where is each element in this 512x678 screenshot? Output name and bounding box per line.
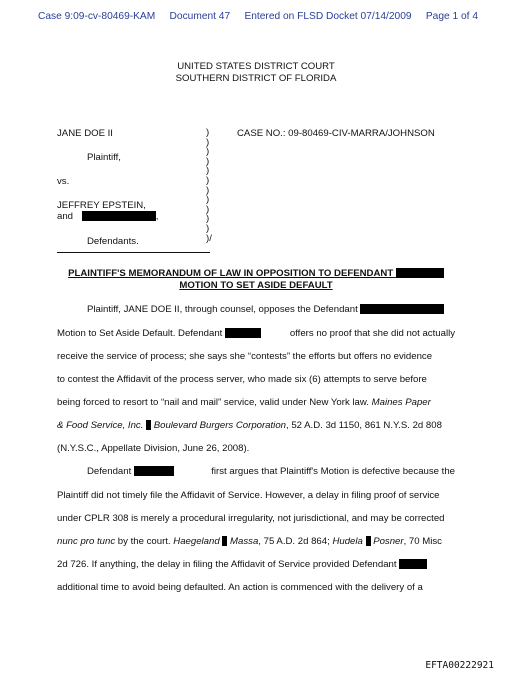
defendant-and-line bbox=[57, 211, 158, 223]
entered-date: Entered on FLSD Docket 07/14/2009 bbox=[244, 11, 412, 22]
p1-line-6: & Food Service, Inc. Boulevard Burgers Corporation, 52 A.D. 3d 1150, 861 N.Y.S. 2d 808 bbox=[57, 420, 442, 431]
p1-line-3: receive the service of process; she says she “contests” the efforts but offers no evidence bbox=[57, 351, 433, 362]
redaction bbox=[134, 466, 174, 476]
title-line-2: MOTION TO SET ASIDE DEFAULT bbox=[179, 280, 333, 291]
docket-header bbox=[38, 11, 478, 22]
plaintiff-role: Plaintiff, bbox=[87, 152, 121, 163]
p1-line-4: to contest the Affidavit of the process server, who made six (6) attempts to serve before bbox=[57, 374, 427, 385]
p2-line-4: nunc pro tunc by the court. Haegeland Massa, 75 A.D. 2d 864; Hudela Posner, 70 Misc bbox=[57, 536, 442, 547]
caption-parentheses: ) ) ) ) ) ) ) ) ) ) ) )/ bbox=[206, 127, 212, 244]
court-line-2: SOUTHERN DISTRICT OF FLORIDA bbox=[175, 73, 337, 84]
p2-line-5: 2d 726. If anything, the delay in filing the Affidavit of Service provided Defendant bbox=[57, 559, 427, 570]
p2-line-2: Plaintiff did not timely file the Affidavit of Service. However, a delay in filing proof of service bbox=[57, 490, 440, 501]
and-word: and bbox=[57, 211, 74, 222]
caption-comma: , bbox=[155, 211, 159, 222]
court-name bbox=[0, 61, 512, 85]
redaction bbox=[225, 328, 261, 338]
p1-line-2: Motion to Set Aside Default. Defendant offers no proof that she did not actually bbox=[57, 328, 455, 339]
case-number: Case 9:09-cv-80469-KAM bbox=[38, 11, 156, 22]
plaintiff-name: JANE DOE II bbox=[57, 128, 113, 139]
defendant-name: JEFFREY EPSTEIN, bbox=[57, 200, 146, 211]
defendant-role: Defendants. bbox=[87, 236, 139, 247]
bates-number: EFTA00222921 bbox=[425, 660, 494, 671]
versus: vs. bbox=[57, 176, 70, 187]
p1-line-1: Plaintiff, JANE DOE II, through counsel, opposes the Defendant bbox=[87, 304, 444, 315]
p2-line-1: Defendant first argues that Plaintiff's Motion is defective because the bbox=[87, 466, 455, 477]
redaction bbox=[366, 536, 371, 546]
p2-line-6: additional time to avoid being defaulted. An action is commenced with the delivery of a bbox=[57, 582, 423, 593]
redaction bbox=[396, 268, 444, 278]
title-line-1: PLAINTIFF'S MEMORANDUM OF LAW IN OPPOSITION TO DEFENDANT bbox=[0, 268, 512, 280]
redaction bbox=[399, 559, 427, 569]
court-line-1: UNITED STATES DISTRICT COURT bbox=[177, 61, 335, 72]
page-number: Page 1 of 4 bbox=[425, 11, 478, 22]
redaction bbox=[146, 420, 151, 430]
memo-title bbox=[0, 268, 512, 292]
p2-line-3: under CPLR 308 is merely a procedural irregularity, not jurisdictional, and may be corrected bbox=[57, 513, 445, 524]
p1-line-5: being forced to resort to “nail and mail” service, valid under New York law. Maines Paper bbox=[57, 397, 431, 408]
redaction bbox=[360, 304, 444, 314]
redaction bbox=[222, 536, 227, 546]
case-no: CASE NO.: 09-80469-CIV-MARRA/JOHNSON bbox=[237, 128, 435, 139]
p1-line-7: (N.Y.S.C., Appellate Division, June 26, 2008). bbox=[57, 443, 250, 454]
caption-rule bbox=[57, 252, 210, 253]
redaction bbox=[82, 211, 156, 221]
document-number: Document 47 bbox=[169, 11, 231, 22]
